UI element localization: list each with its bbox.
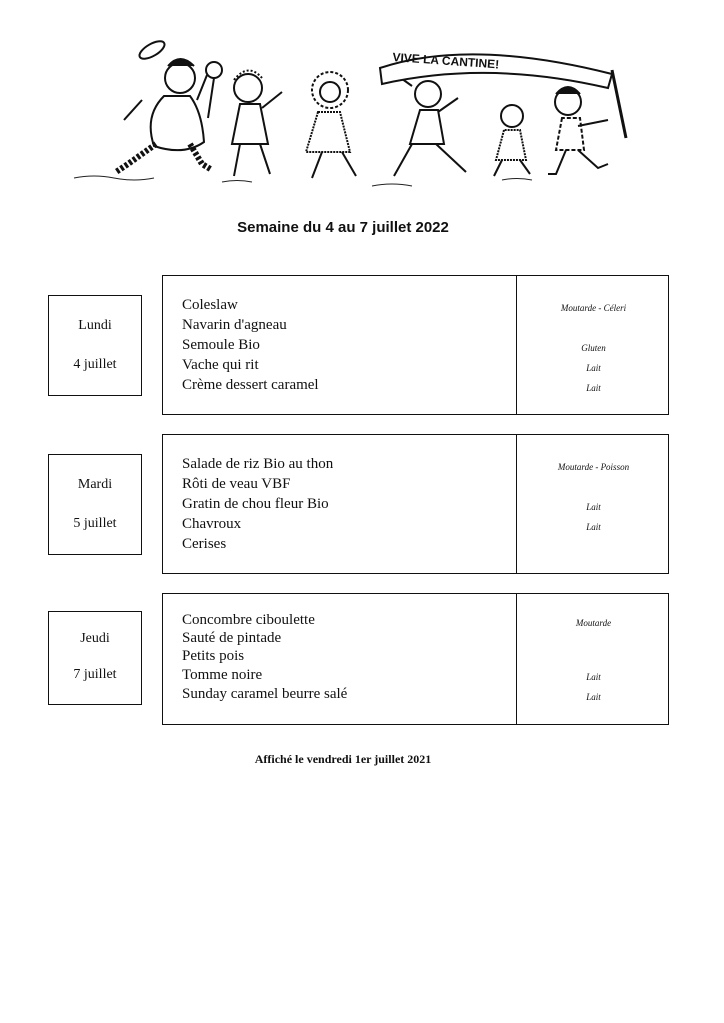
allergen-note: Lait — [586, 672, 601, 682]
dish: Sunday caramel beurre salé — [182, 686, 348, 702]
dish: Vache qui rit — [182, 357, 259, 373]
dish: Crème dessert caramel — [182, 377, 319, 393]
allergen-note: Moutarde - Poisson — [557, 462, 630, 472]
dish: Gratin de chou fleur Bio — [182, 496, 329, 512]
cook-figure — [116, 40, 222, 172]
day-label-box — [48, 295, 142, 396]
dish: Semoule Bio — [182, 337, 260, 353]
allergen-note: Lait — [586, 502, 601, 512]
menu-box — [162, 434, 669, 574]
girl-figure-1 — [232, 70, 282, 176]
boy-figure — [548, 70, 626, 174]
allergen-note: Moutarde - Céleri — [560, 303, 627, 313]
allergen-note: Lait — [586, 383, 601, 393]
banner-ribbon — [380, 50, 612, 88]
dish: Sauté de pintade — [182, 630, 282, 646]
day-label-box — [48, 454, 142, 555]
allergen-note: Moutarde — [575, 618, 612, 628]
dish: Rôti de veau VBF — [182, 476, 291, 492]
dish: Coleslaw — [182, 297, 238, 313]
week-title: Semaine du 4 au 7 juillet 2022 — [237, 219, 449, 236]
menu-box — [162, 275, 669, 415]
girl-figure-3 — [394, 76, 466, 176]
day-label-box — [48, 611, 142, 705]
day-name: Jeudi — [80, 631, 110, 646]
day-date: 7 juillet — [73, 667, 117, 682]
banner-text: VIVE LA CANTINE! — [392, 50, 500, 72]
column-divider — [516, 594, 517, 724]
menu-box — [162, 593, 669, 725]
girl-figure-4 — [494, 105, 530, 176]
posting-date: Affiché le vendredi 1er juillet 2021 — [254, 752, 432, 766]
allergen-note: Lait — [586, 692, 601, 702]
allergen-note: Lait — [586, 363, 601, 373]
allergen-note: Lait — [586, 522, 601, 532]
day-date: 5 juillet — [73, 516, 117, 531]
dish: Chavroux — [182, 516, 242, 532]
allergen-note: Gluten — [581, 343, 606, 353]
day-date: 4 juillet — [73, 357, 117, 372]
dish: Tomme noire — [182, 667, 263, 683]
day-name: Mardi — [77, 477, 113, 492]
dish: Petits pois — [182, 648, 245, 664]
dish: Navarin d'agneau — [182, 317, 287, 333]
cantine-banner-illustration — [72, 40, 644, 200]
dish: Concombre ciboulette — [182, 612, 315, 628]
dish: Salade de riz Bio au thon — [182, 456, 334, 472]
day-name: Lundi — [78, 318, 112, 333]
girl-figure-2 — [306, 72, 356, 178]
dish: Cerises — [182, 536, 227, 552]
